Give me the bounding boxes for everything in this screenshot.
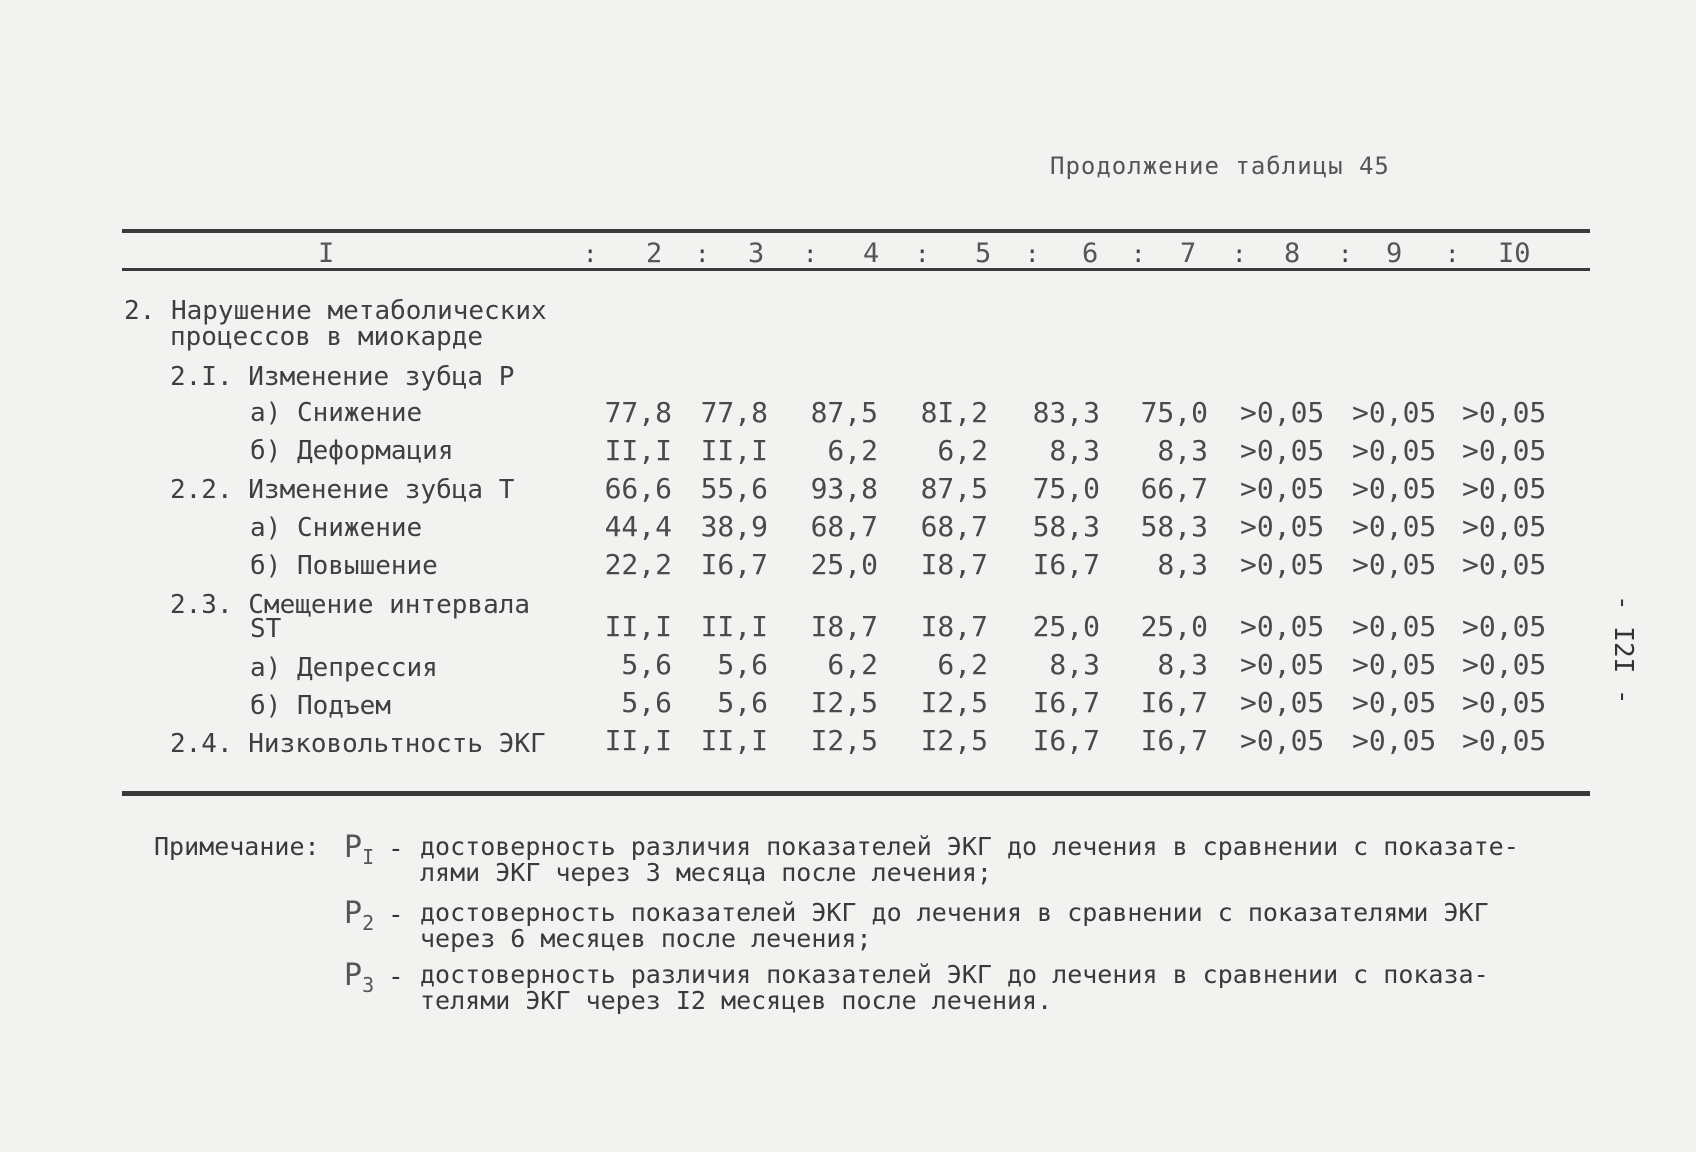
table-cell: >0,05 (1352, 686, 1437, 719)
note-text-p1-line2: лями ЭКГ через 3 месяца после лечения; (420, 858, 992, 887)
header-separator: : (803, 240, 818, 268)
table-cell: I2,5 (810, 724, 878, 757)
table-cell: 87,5 (810, 396, 878, 429)
table-cell: >0,05 (1462, 510, 1547, 543)
note-dash: - (388, 834, 404, 864)
table-cell: >0,05 (1352, 434, 1437, 467)
table-cell: >0,05 (1462, 686, 1547, 719)
note-symbol-p1: $P_I$ (344, 830, 375, 869)
page-number: - I2I - (1608, 595, 1638, 705)
header-separator: : (583, 240, 598, 268)
header-separator: : (1445, 240, 1460, 268)
table-cell: 38,9 (700, 510, 768, 543)
row-label: а) Снижение (250, 513, 423, 543)
note-symbol-p2: $P_2$ (344, 896, 375, 935)
table-cell: >0,05 (1462, 396, 1547, 429)
column-header-10: I0 (1498, 238, 1531, 269)
table-cell: II,I (700, 724, 768, 757)
table-cell: 77,8 (700, 396, 768, 429)
column-header-9: 9 (1386, 238, 1403, 269)
table-cell: >0,05 (1462, 548, 1547, 581)
table-cell: 75,0 (1032, 472, 1100, 505)
table-cell: >0,05 (1240, 472, 1325, 505)
table-cell: II,I (700, 434, 768, 467)
column-header-5: 5 (975, 238, 992, 269)
table-cell: >0,05 (1240, 548, 1325, 581)
table-cell: 5,6 (621, 648, 672, 681)
row-label: б) Повышение (250, 551, 438, 581)
table-cell: >0,05 (1462, 724, 1547, 757)
table-cell: II,I (604, 434, 672, 467)
table-cell: 25,0 (1140, 610, 1208, 643)
table-cell: 6,2 (827, 648, 878, 681)
table-cell: 22,2 (604, 548, 672, 581)
column-header-2: 2 (646, 238, 663, 269)
table-cell: >0,05 (1352, 724, 1437, 757)
table-cell: I8,7 (920, 610, 988, 643)
column-header-1: I (318, 238, 335, 269)
table-cell: >0,05 (1352, 396, 1437, 429)
table-cell: 8I,2 (920, 396, 988, 429)
table-cell: II,I (700, 610, 768, 643)
row-label: 2.I. Изменение зубца P (170, 362, 515, 392)
table-cell: >0,05 (1462, 648, 1547, 681)
table-cell: 66,7 (1140, 472, 1208, 505)
header-separator: : (1025, 240, 1040, 268)
table-cell: 8,3 (1049, 648, 1100, 681)
note-dash: - (388, 962, 404, 992)
table-cell: 87,5 (920, 472, 988, 505)
table-cell: I2,5 (920, 724, 988, 757)
table-cell: >0,05 (1240, 648, 1325, 681)
table-cell: I8,7 (810, 610, 878, 643)
table-cell: >0,05 (1352, 548, 1437, 581)
column-header-7: 7 (1180, 238, 1197, 269)
table-cell: 75,0 (1140, 396, 1208, 429)
table-cell: 25,0 (1032, 610, 1100, 643)
table-cell: 77,8 (604, 396, 672, 429)
table-cell: I6,7 (700, 548, 768, 581)
table-cell: I6,7 (1140, 724, 1208, 757)
note-text-p1-line1: достоверность различия показателей ЭКГ до лечения в сравнении с показате- (420, 832, 1519, 861)
table-cell: 8,3 (1049, 434, 1100, 467)
table-cell: 58,3 (1032, 510, 1100, 543)
table-cell: 83,3 (1032, 396, 1100, 429)
row-label: а) Депрессия (250, 653, 438, 683)
table-cell: >0,05 (1240, 434, 1325, 467)
table-cell: >0,05 (1352, 510, 1437, 543)
table-cell: 6,2 (827, 434, 878, 467)
table-cell: I2,5 (920, 686, 988, 719)
note-text-p2-line1: достоверность показателей ЭКГ до лечения в сравнении с показателями ЭКГ (420, 898, 1489, 927)
row-label: 2.3. Смещение интервала (170, 590, 531, 620)
table-cell: 5,6 (717, 686, 768, 719)
column-header-6: 6 (1082, 238, 1099, 269)
table-cell: 66,6 (604, 472, 672, 505)
table-cell: I6,7 (1140, 686, 1208, 719)
table-cell: II,I (604, 724, 672, 757)
table-cell: >0,05 (1352, 648, 1437, 681)
note-symbol-p3: $P_3$ (344, 958, 375, 997)
table-cell: 25,0 (810, 548, 878, 581)
table-cell: 8,3 (1157, 548, 1208, 581)
table-header-rule (122, 268, 1590, 271)
table-cell: I6,7 (1032, 548, 1100, 581)
table-top-rule (122, 229, 1590, 233)
table-cell: 58,3 (1140, 510, 1208, 543)
table-caption: Продолжение таблицы 45 (1050, 152, 1390, 180)
table-cell: >0,05 (1462, 610, 1547, 643)
table-cell: 68,7 (920, 510, 988, 543)
table-cell: 44,4 (604, 510, 672, 543)
header-separator: : (1232, 240, 1247, 268)
note-text-p3-line1: достоверность различия показателей ЭКГ до лечения в сравнении с показа- (420, 960, 1489, 989)
table-cell: >0,05 (1352, 472, 1437, 505)
row-label: 2.4. Низковольтность ЭКГ (170, 729, 546, 759)
table-cell: >0,05 (1240, 396, 1325, 429)
table-cell: >0,05 (1462, 472, 1547, 505)
row-label: а) Снижение (250, 398, 423, 428)
row-label: 2.2. Изменение зубца T (170, 475, 515, 505)
section-heading-line2: процессов в миокарде (170, 322, 484, 352)
table-cell: >0,05 (1352, 610, 1437, 643)
table-cell: >0,05 (1240, 610, 1325, 643)
row-label: б) Подъем (250, 691, 391, 721)
table-cell: I6,7 (1032, 686, 1100, 719)
note-dash: - (388, 900, 404, 930)
row-label-continuation: ST (250, 614, 282, 644)
table-cell: >0,05 (1240, 724, 1325, 757)
table-cell: 55,6 (700, 472, 768, 505)
table-cell: 5,6 (717, 648, 768, 681)
table-cell: I8,7 (920, 548, 988, 581)
section-heading-line1: 2. Нарушение метаболических (124, 296, 547, 326)
note-text-p2-line2: через 6 месяцев после лечения; (420, 924, 872, 953)
table-cell: 6,2 (937, 434, 988, 467)
column-header-4: 4 (863, 238, 880, 269)
table-cell: I2,5 (810, 686, 878, 719)
table-cell: >0,05 (1462, 434, 1547, 467)
table-cell: 5,6 (621, 686, 672, 719)
table-cell: 93,8 (810, 472, 878, 505)
table-cell: 6,2 (937, 648, 988, 681)
table-cell: >0,05 (1240, 510, 1325, 543)
column-header-3: 3 (748, 238, 765, 269)
header-separator: : (915, 240, 930, 268)
table-cell: I6,7 (1032, 724, 1100, 757)
table-cell: II,I (604, 610, 672, 643)
table-bottom-rule (122, 791, 1590, 796)
note-text-p3-line2: телями ЭКГ через I2 месяцев после лечения. (420, 986, 1053, 1015)
table-cell: 8,3 (1157, 434, 1208, 467)
table-cell: >0,05 (1240, 686, 1325, 719)
table-cell: 8,3 (1157, 648, 1208, 681)
row-label: б) Деформация (250, 436, 454, 466)
column-header-8: 8 (1284, 238, 1301, 269)
table-cell: 68,7 (810, 510, 878, 543)
note-title: Примечание: (154, 832, 320, 861)
header-separator: : (1131, 240, 1146, 268)
header-separator: : (695, 240, 710, 268)
header-separator: : (1338, 240, 1353, 268)
